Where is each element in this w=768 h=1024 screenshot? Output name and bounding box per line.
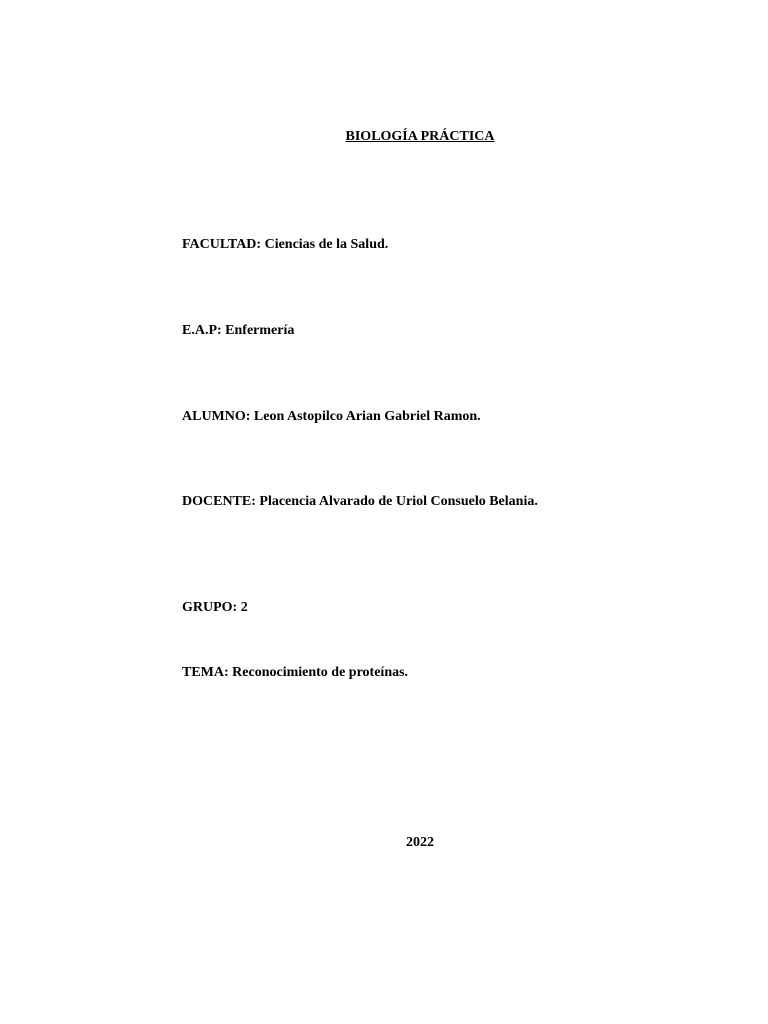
- facultad-line: FACULTAD: Ciencias de la Salud.: [182, 237, 389, 252]
- alumno-line: ALUMNO: Leon Astopilco Arian Gabriel Ramon.: [182, 409, 481, 424]
- grupo-line: GRUPO: 2: [182, 600, 248, 615]
- docente-line: DOCENTE: Placencia Alvarado de Uriol Consuelo Belania.: [182, 494, 538, 509]
- page-title: BIOLOGÍA PRÁCTICA: [345, 129, 495, 144]
- tema-line: TEMA: Reconocimiento de proteínas.: [182, 665, 409, 680]
- year-label: 2022: [406, 835, 434, 850]
- eap-line: E.A.P: Enfermería: [182, 323, 295, 338]
